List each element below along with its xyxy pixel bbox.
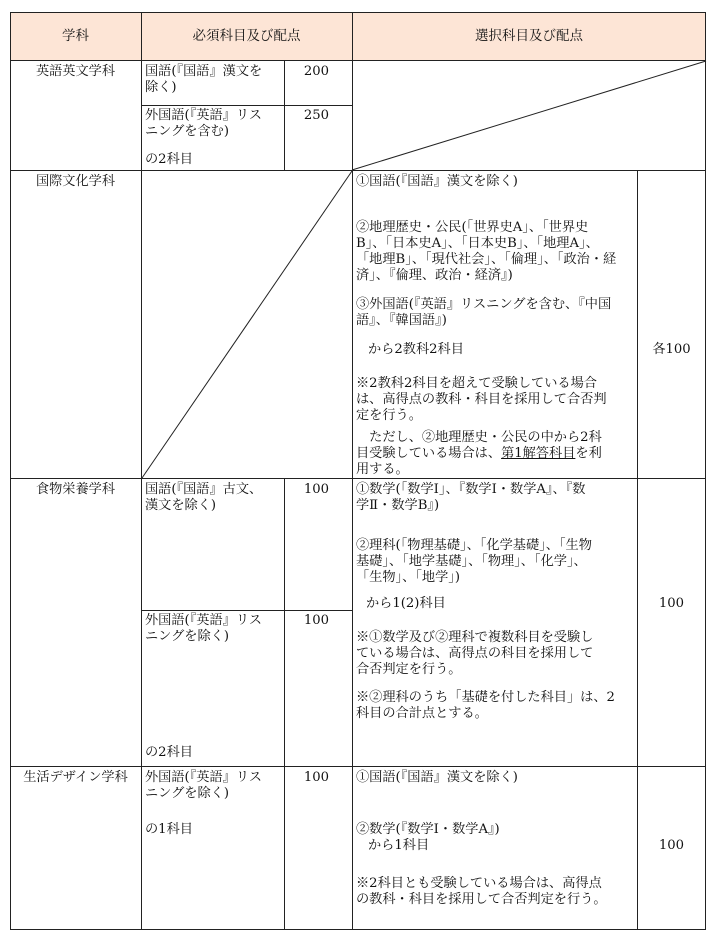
- food-note-2: ※②理科のうち「基礎を付した科目」は、2 科目の合計点とする。: [356, 690, 615, 721]
- design-required-1-subject: 外国語(『英語』リス ニングを除く): [145, 770, 262, 801]
- design-required-1-points: 100: [303, 770, 329, 785]
- intl-elective-1: ①国語(『国語』漢文を除く): [356, 174, 518, 189]
- english-required-count: の2科目: [145, 152, 193, 167]
- food-required-count: の2科目: [145, 745, 193, 760]
- header-required-subjects: 必須科目及び配点: [192, 28, 301, 44]
- diagonal-intl-required: [142, 171, 352, 478]
- intl-note-2-underlined: 第1解答科目: [501, 446, 576, 461]
- food-points: 100: [658, 596, 685, 611]
- intl-note-2: [356, 430, 638, 478]
- design-required-count: の1科目: [145, 822, 193, 837]
- design-elective-1: ①国語(『国語』漢文を除く): [356, 770, 518, 785]
- intl-elective-from: から2教科2科目: [368, 342, 464, 357]
- dept-food: 食物栄養学科: [35, 482, 116, 497]
- food-required-1-subject: 国語(『国語』古文、 漢文を除く): [145, 482, 263, 513]
- intl-note-1: ※2教科2科目を超えて受験している場合 は、高得点の教科・科目を採用して合否判 定を行う。: [356, 376, 607, 423]
- intl-elective-2: ②地理歴史・公民(「世界史A」、「世界史 B」、「日本史A」、「日本史B」、「地理A」、 「地理B」、「現代社会」、「倫理」、「政治・経 済」、『倫理、政治・経済』): [356, 220, 617, 283]
- design-points: 100: [658, 838, 685, 853]
- intl-elective-3: ③外国語(『英語』リスニングを含む、『中国 語』、『韓国語』): [356, 297, 612, 328]
- dept-english: 英語英文学科: [35, 64, 116, 79]
- design-note-1: ※2科目とも受験している場合は、高得点 の教科・科目を採用して合否判定を行う。: [356, 876, 607, 907]
- design-elective-from: から1科目: [368, 838, 430, 853]
- dept-intl: 国際文化学科: [35, 174, 116, 189]
- diagonal-english-elective: [352, 61, 706, 170]
- english-required-1-subject: 国語(『国語』漢文を 除く): [145, 64, 263, 95]
- english-required-2-subject: 外国語(『英語』リス ニングを含む): [145, 108, 262, 139]
- english-required-2-points: 250: [303, 108, 329, 123]
- food-elective-from: から1(2)科目: [366, 596, 446, 611]
- intl-note-2-text-b: を利 用する。: [356, 446, 602, 477]
- food-note-1: ※①数学及び②理科で複数科目を受験し ている場合は、高得点の科目を採用して 合否判定を行う。: [356, 630, 594, 677]
- food-elective-1: ①数学(「数学Ⅰ」、『数学Ⅰ・数学A』、『数 学Ⅱ・数学B』): [356, 482, 586, 513]
- dept-design: 生活デザイン学科: [23, 770, 128, 785]
- food-required-2-points: 100: [303, 613, 329, 628]
- design-elective-2: ②数学(『数学Ⅰ・数学A』): [356, 822, 500, 837]
- intl-note-2-text-a: ただし、②地理歴史・公民の中から2科 目受験している場合は、: [356, 430, 602, 461]
- food-elective-2: ②理科(「物理基礎」、「化学基礎」、「生物 基礎」、「地学基礎」、「物理」、「化学」、 「生物」、「地学」): [356, 538, 592, 585]
- header-department: 学科: [62, 28, 89, 44]
- food-required-2-subject: 外国語(『英語』リス ニングを除く): [145, 613, 262, 644]
- intl-points: 各100: [652, 342, 691, 357]
- header-elective-subjects: 選択科目及び配点: [475, 28, 583, 44]
- food-required-1-points: 100: [303, 482, 329, 497]
- english-required-1-points: 200: [303, 64, 329, 79]
